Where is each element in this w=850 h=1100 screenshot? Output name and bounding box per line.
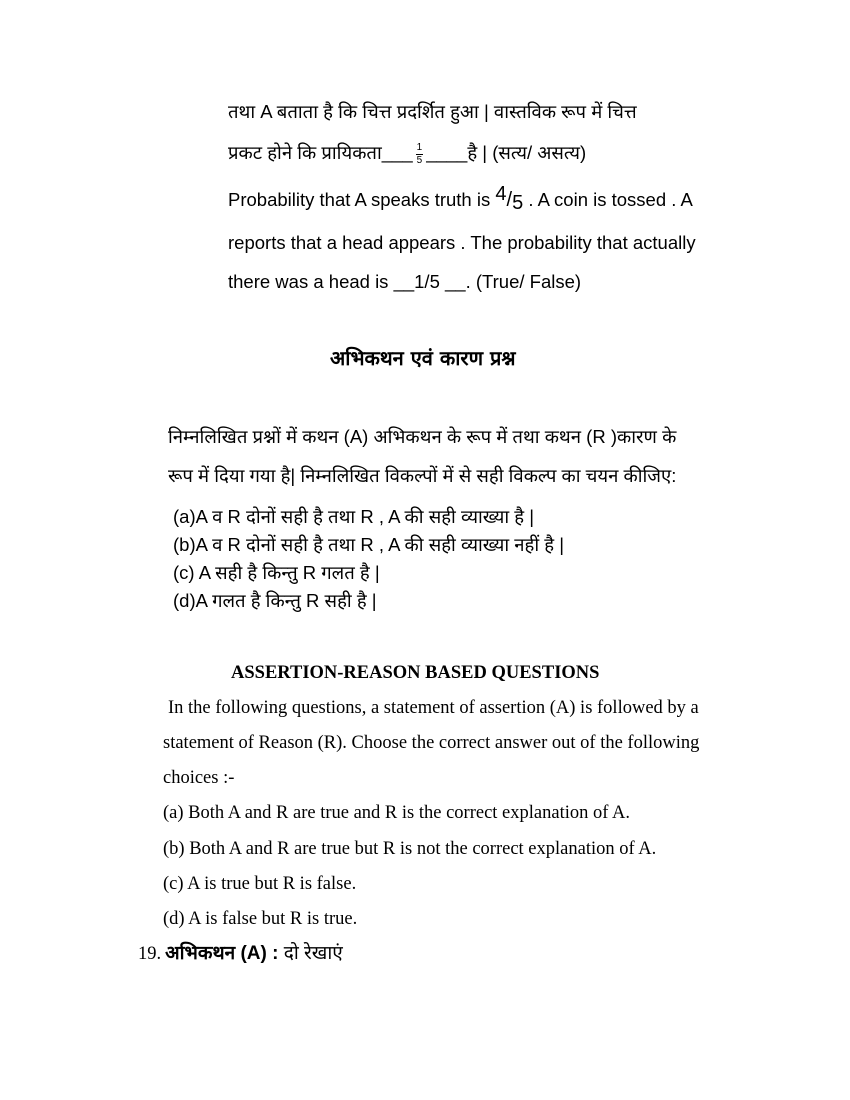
option-en-a: (a) Both A and R are true and R is the correct explanation of A.	[163, 803, 630, 823]
prob-en-line-1-end: . A coin is tossed . A	[523, 189, 693, 210]
option-hi-b: (b)A व R दोनों सही है तथा R , A की सही व्याख्या नहीं है |	[173, 534, 565, 555]
fraction-numerator: 4	[495, 183, 507, 205]
fraction-numerator: 1	[416, 141, 423, 153]
option-en-d: (d) A is false but R is true.	[163, 909, 358, 929]
fraction-four-fifths	[495, 183, 524, 214]
prob-en-line-2: reports that a head appears . The probability that actually	[228, 232, 696, 253]
fraction-denominator: 5	[512, 192, 524, 214]
fraction-one-fifth	[416, 143, 424, 166]
instructions-hi-line-1: निम्नलिखित प्रश्नों में कथन (A) अभिकथन के रूप में तथा कथन (R )कारण के	[168, 426, 677, 447]
prob-hi-line-2	[228, 142, 586, 166]
section-heading-english: ASSERTION-REASON BASED QUESTIONS	[231, 663, 600, 683]
instructions-en-line-1: In the following questions, a statement of assertion (A) is followed by a	[168, 698, 699, 718]
assertion-label: अभिकथन (A) :	[165, 943, 279, 964]
option-en-c: (c) A is true but R is false.	[163, 874, 357, 894]
prob-hi-line-2-start: प्रकट होने कि प्रायिकता___	[228, 142, 413, 163]
section-heading-hindi: अभिकथन एवं कारण प्रश्न	[330, 346, 516, 370]
fraction-slash: /	[506, 189, 513, 211]
prob-en-line-3: there was a head is __1/5 __. (True/ False)	[228, 271, 582, 292]
question-number: 19.	[138, 944, 162, 964]
question-19	[138, 943, 343, 966]
instructions-en-line-2: statement of Reason (R). Choose the correct answer out of the following	[163, 733, 700, 753]
instructions-en-line-3: choices :-	[163, 768, 235, 788]
option-hi-c: (c) A सही है किन्तु R गलत है |	[173, 562, 380, 583]
option-en-b: (b) Both A and R are true but R is not the correct explanation of A.	[163, 839, 657, 859]
prob-hi-line-2-end: ____है | (सत्य/ असत्य)	[426, 142, 587, 163]
prob-en-line-1	[228, 183, 693, 214]
assertion-text: दो रेखाएं	[278, 943, 343, 964]
option-hi-d: (d)A गलत है किन्तु R सही है |	[173, 590, 377, 611]
instructions-hi-line-2: रूप में दिया गया है| निम्नलिखित विकल्पों में से सही विकल्प का चयन कीजिए:	[168, 465, 677, 486]
prob-hi-line-1: तथा A बताता है कि चित्त प्रदर्शित हुआ | वास्तविक रूप में चित्त	[228, 101, 637, 122]
option-hi-a: (a)A व R दोनों सही है तथा R , A की सही व्याख्या है |	[173, 506, 535, 527]
fraction-denominator: 5	[416, 154, 423, 166]
prob-en-line-1-start: Probability that A speaks truth is	[228, 189, 496, 210]
